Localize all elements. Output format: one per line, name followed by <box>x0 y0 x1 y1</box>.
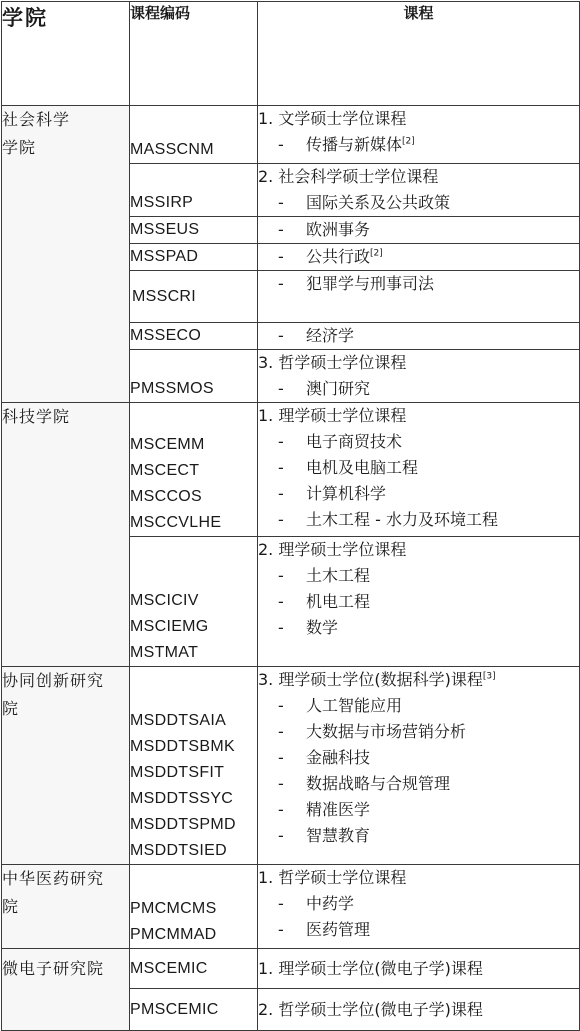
course-code-cell <box>130 164 258 217</box>
course-track <box>258 217 579 243</box>
course-code: MSCCVLHE <box>130 514 222 531</box>
bullet-dash: - <box>278 618 284 637</box>
college-name-line: 协同创新研究 <box>2 671 105 690</box>
course-code: MSDDTSAIA <box>130 712 227 729</box>
course-cell <box>258 989 580 1031</box>
table-row <box>2 949 580 989</box>
course-track <box>258 891 579 917</box>
course-text: 土木工程 <box>306 566 371 585</box>
course-track <box>258 615 579 641</box>
bullet-dash: - <box>278 774 284 793</box>
course-text: 犯罪学与刑事司法 <box>306 274 435 293</box>
college-name-line: 院 <box>2 699 20 718</box>
course-code-cell <box>130 323 258 350</box>
course-cell <box>258 217 580 244</box>
course-code: MSDDTSPMD <box>130 816 236 833</box>
course-cell <box>258 271 580 323</box>
course-text: 2. 哲学硕士学位(微电子学)课程 <box>258 999 483 1019</box>
bullet-dash: - <box>278 458 284 477</box>
course-track <box>258 771 579 797</box>
course-text: 1. 理学硕士学位(微电子学)课程 <box>258 958 483 978</box>
bullet-dash: - <box>278 326 284 345</box>
bullet-dash: - <box>278 894 284 913</box>
course-degree <box>258 106 579 132</box>
course-text: 1. 理学硕士学位课程 <box>258 406 407 425</box>
course-text: 电子商贸技术 <box>306 432 403 451</box>
course-text: 中药学 <box>306 894 355 913</box>
course-track <box>258 719 579 745</box>
bullet-dash: - <box>278 566 284 585</box>
bullet-dash: - <box>278 826 284 845</box>
course-code: MSDDTSSYC <box>130 790 234 807</box>
course-code: PMCMCMS <box>130 900 217 917</box>
course-cell <box>258 667 580 865</box>
course-code: MSCIEMG <box>130 618 209 635</box>
bullet-dash: - <box>278 432 284 451</box>
course-code-cell <box>130 244 258 271</box>
bullet-dash: - <box>278 592 284 611</box>
course-code: MSDDTSBMK <box>130 738 235 755</box>
course-code: MSSCRI <box>132 287 197 305</box>
bullet-dash: - <box>278 920 284 939</box>
course-code: MSDDTSIED <box>130 842 227 859</box>
header-college: 学院 <box>2 2 130 106</box>
course-text: 计算机科学 <box>306 484 387 503</box>
college-cell <box>2 403 130 667</box>
bullet-dash: - <box>278 696 284 715</box>
college-cell <box>2 949 130 1031</box>
course-text: 数据战略与合规管理 <box>306 774 451 793</box>
course-cell <box>258 106 580 164</box>
program-table <box>1 1 580 1031</box>
college-name-line: 微电子研究院 <box>2 959 105 978</box>
bullet-dash: - <box>278 748 284 767</box>
course-degree <box>258 997 579 1023</box>
course-code: PMSCEMIC <box>130 1000 219 1018</box>
college-cell <box>2 865 130 949</box>
course-track <box>258 507 579 533</box>
course-code: MSDDTSFIT <box>130 764 225 781</box>
course-track <box>258 429 579 455</box>
course-text: 公共行政 <box>306 247 371 266</box>
bullet-dash: - <box>278 274 284 293</box>
course-text: 数学 <box>306 618 339 637</box>
course-track <box>258 376 579 402</box>
course-text: 大数据与市场营销分析 <box>306 722 467 741</box>
course-code: MSCECT <box>130 462 200 479</box>
course-code-cell <box>130 865 258 949</box>
course-track <box>258 244 579 270</box>
course-cell <box>258 323 580 350</box>
bullet-dash: - <box>278 135 284 154</box>
course-cell <box>258 244 580 271</box>
college-cell <box>2 106 130 403</box>
course-track <box>258 271 579 297</box>
course-track <box>258 132 579 158</box>
course-track <box>258 745 579 771</box>
course-track <box>258 323 579 349</box>
course-degree <box>258 403 579 429</box>
header-row <box>2 2 580 106</box>
course-code: MSCICIV <box>130 592 199 609</box>
course-degree <box>258 956 579 982</box>
bullet-dash: - <box>278 220 284 239</box>
course-cell <box>258 537 580 667</box>
course-code-cell <box>130 271 258 323</box>
course-text: 人工智能应用 <box>306 696 403 715</box>
course-text: 2. 理学硕士学位课程 <box>258 540 407 559</box>
course-cell <box>258 949 580 989</box>
course-track <box>258 481 579 507</box>
course-text: 电机及电脑工程 <box>306 458 419 477</box>
bullet-dash: - <box>278 484 284 503</box>
course-code-cell <box>130 350 258 403</box>
course-code-cell <box>130 989 258 1031</box>
course-code-cell <box>130 667 258 865</box>
course-text: 3. 理学硕士学位(数据科学)课程 <box>258 670 483 689</box>
bullet-dash: - <box>278 800 284 819</box>
course-text: 医药管理 <box>306 920 371 939</box>
course-cell <box>258 403 580 537</box>
bullet-dash: - <box>278 510 284 529</box>
course-text: 3. 哲学硕士学位课程 <box>258 353 407 372</box>
table-row <box>2 865 580 949</box>
course-cell <box>258 164 580 217</box>
college-name-line: 社会科学 <box>2 110 71 129</box>
course-text: 欧洲事务 <box>306 220 371 239</box>
college-name-line: 中华医药研究 <box>2 869 105 888</box>
course-code: MSCEMIC <box>130 959 208 977</box>
table-row <box>2 403 580 537</box>
course-text: 经济学 <box>306 326 355 345</box>
course-code: MSSPAD <box>130 248 199 265</box>
course-degree <box>258 865 579 891</box>
course-text: 2. 社会科学硕士学位课程 <box>258 167 439 186</box>
course-track <box>258 455 579 481</box>
course-text: 1. 文学硕士学位课程 <box>258 109 407 128</box>
course-code-cell <box>130 403 258 537</box>
course-cell <box>258 350 580 403</box>
bullet-dash: - <box>278 247 284 266</box>
course-code: PMSSMOS <box>130 380 214 397</box>
course-code: MASSCNM <box>130 141 214 158</box>
course-degree <box>258 350 579 376</box>
course-code: MSCEMM <box>130 436 205 453</box>
course-text: 国际关系及公共政策 <box>306 193 451 212</box>
table-row <box>2 106 580 164</box>
course-text: 精准医学 <box>306 800 371 819</box>
course-text: 传播与新媒体 <box>306 135 403 154</box>
course-text: 智慧教育 <box>306 826 371 845</box>
header-course: 课程 <box>258 2 580 106</box>
course-track <box>258 190 579 216</box>
course-code: PMCMMAD <box>130 926 217 943</box>
course-code-cell <box>130 537 258 667</box>
table-row <box>2 667 580 865</box>
course-degree <box>258 164 579 190</box>
bullet-dash: - <box>278 722 284 741</box>
footnote-marker: [3] <box>482 671 496 682</box>
course-track <box>258 563 579 589</box>
college-name-line: 院 <box>2 897 20 916</box>
course-code: MSCCOS <box>130 488 203 505</box>
course-code: MSSIRP <box>130 194 194 211</box>
college-name-line: 学院 <box>2 138 37 157</box>
course-degree <box>258 537 579 563</box>
college-cell <box>2 667 130 865</box>
course-code-cell <box>130 949 258 989</box>
course-code: MSSEUS <box>130 221 200 238</box>
footnote-marker: [2] <box>402 136 415 147</box>
header-code: 课程编码 <box>130 2 258 106</box>
course-text: 金融科技 <box>306 748 371 767</box>
footnote-marker: [2] <box>370 248 383 259</box>
bullet-dash: - <box>278 379 284 398</box>
bullet-dash: - <box>278 193 284 212</box>
course-text: 1. 哲学硕士学位课程 <box>258 868 407 887</box>
course-degree <box>258 667 579 693</box>
course-code: MSSECO <box>130 327 202 344</box>
course-track <box>258 797 579 823</box>
course-cell <box>258 865 580 949</box>
course-track <box>258 823 579 849</box>
course-code-cell <box>130 106 258 164</box>
course-code-cell <box>130 217 258 244</box>
course-code: MSTMAT <box>130 644 199 661</box>
course-text: 澳门研究 <box>306 379 371 398</box>
course-track <box>258 917 579 943</box>
course-text: 机电工程 <box>306 592 371 611</box>
course-text: 土木工程 - 水力及环境工程 <box>306 510 498 529</box>
college-name-line: 科技学院 <box>2 407 71 426</box>
course-track <box>258 693 579 719</box>
course-track <box>258 589 579 615</box>
